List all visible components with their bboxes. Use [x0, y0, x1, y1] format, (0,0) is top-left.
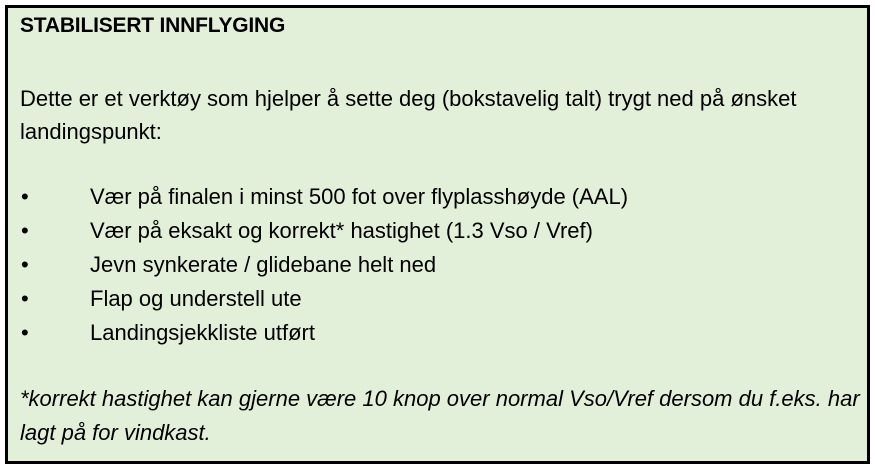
intro-text: Dette er et verktøy som hjelper å sette deg (bokstavelig talt) trygt ned på ønsket landingspunkt:: [20, 86, 797, 144]
footnote-text: *korrekt hastighet kan gjerne være 10 knop over normal Vso/Vref dersom du f.eks. har lagt på for vindkast.: [20, 386, 860, 445]
bullet-icon: •: [21, 252, 29, 277]
list-item: [20, 282, 628, 316]
box-title: STABILISERT INNFLYGING: [20, 14, 286, 37]
bullet-icon: •: [21, 286, 29, 311]
bullet-list: [20, 180, 628, 350]
bullet-icon: •: [21, 218, 29, 243]
list-item: [20, 248, 628, 282]
bullet-text: Landingsjekkliste utført: [90, 320, 315, 345]
bullet-text: Vær på eksakt og korrekt* hastighet (1.3 Vso / Vref): [90, 218, 593, 243]
bullet-icon: •: [21, 320, 29, 345]
bullet-text: Vær på finalen i minst 500 fot over flyplasshøyde (AAL): [90, 184, 629, 209]
list-item: [20, 316, 628, 350]
bullet-text: Flap og understell ute: [90, 286, 302, 311]
bullet-icon: •: [21, 184, 29, 209]
list-item: [20, 214, 628, 248]
info-box: [5, 5, 870, 464]
bullet-text: Jevn synkerate / glidebane helt ned: [90, 252, 437, 277]
list-item: [20, 180, 628, 214]
